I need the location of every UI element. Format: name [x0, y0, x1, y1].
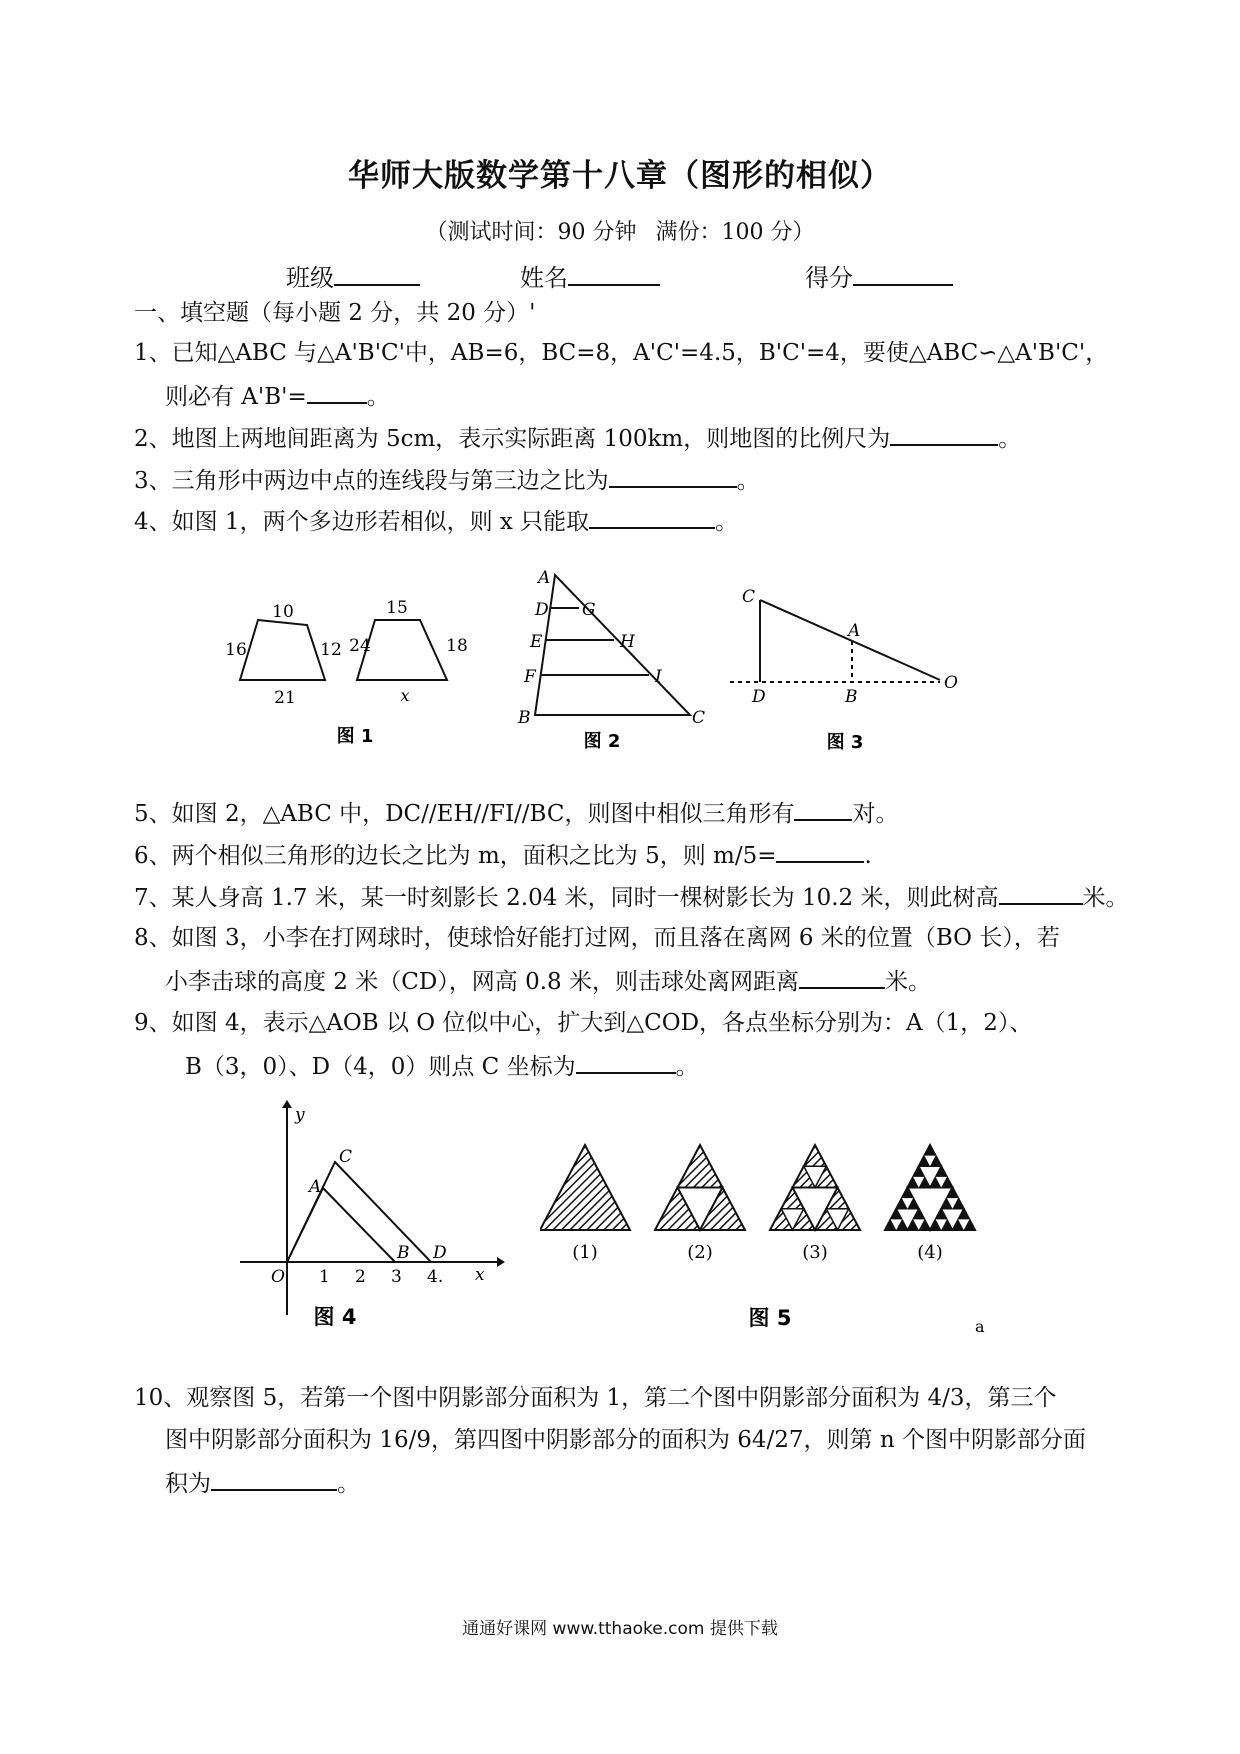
fig4-arrow-x — [497, 1257, 505, 1267]
answer-blank-3[interactable] — [609, 464, 737, 488]
score-blank[interactable] — [853, 262, 953, 286]
answer-blank-4[interactable] — [589, 505, 715, 529]
question-10-text: 积为 — [165, 1471, 211, 1497]
question-7-text: 7、某人身高 1.7 米，某一时刻影长 2.04 米，同时一棵树影长为 10.2 米，则此树高 — [134, 885, 999, 911]
fig2-point-f: F — [524, 667, 536, 687]
name-blank[interactable] — [568, 262, 660, 286]
fig4-point-o: O — [271, 1267, 285, 1287]
question-2-text: 2、地图上两地间距离为 5cm，表示实际距离 100km，则地图的比例尺为 — [134, 426, 891, 452]
question-4-text: 4、如图 1，两个多边形若相似，则 x 只能取 — [134, 509, 590, 535]
fig3-point-c: C — [742, 587, 756, 607]
figure-1-drawing — [225, 585, 515, 770]
answer-blank-2[interactable] — [890, 422, 998, 446]
section-heading: 一、填空题（每小题 2 分，共 20 分）' — [134, 300, 536, 326]
fig1-right-bottom: x — [400, 686, 410, 705]
fig3-point-o: O — [944, 673, 958, 693]
question-9-line2 — [185, 1050, 1175, 1082]
fig4-tick-3: 3 — [391, 1267, 402, 1287]
fig4-point-b: B — [397, 1243, 410, 1263]
fig4-axis-x: x — [475, 1265, 485, 1285]
fig4-axis-y: y — [295, 1105, 305, 1125]
question-9-end: 。 — [675, 1054, 699, 1080]
question-7-end: 米。 — [1082, 885, 1129, 911]
question-8-line2 — [165, 965, 1155, 997]
question-1-end: 。 — [366, 384, 390, 410]
question-2-end: 。 — [998, 426, 1022, 452]
fig2-caption: 图 2 — [583, 731, 621, 752]
question-6 — [134, 839, 1124, 871]
answer-blank-10[interactable] — [211, 1467, 337, 1491]
fig4-caption: 图 4 — [313, 1305, 357, 1329]
question-8-line1: 8、如图 3，小李在打网球时，使球恰好能打过网，而且落在离网 6 米的位置（BO 长），若 — [134, 925, 1060, 951]
question-10-line1: 10、观察图 5，若第一个图中阴影部分面积为 1，第二个图中阴影部分面积为 4/3，第三个 — [134, 1385, 1057, 1411]
question-1-text: 则必有 A'B'= — [165, 384, 307, 410]
fig3-point-a: A — [848, 621, 861, 641]
class-field — [286, 258, 420, 293]
question-3-text: 3、三角形中两边中点的连线段与第三边之比为 — [134, 468, 609, 494]
fig2-point-g: G — [582, 600, 596, 620]
question-5-text: 5、如图 2，△ABC 中，DC//EH//FI//BC，则图中相似三角形有 — [134, 801, 795, 827]
figure-4 — [235, 1100, 505, 1335]
question-6-text: 6、两个相似三角形的边长之比为 m，面积之比为 5，则 m/5= — [134, 843, 777, 869]
question-1-line2 — [165, 380, 1155, 412]
fig4-tick-1: 1 — [319, 1267, 330, 1287]
test-score: 满份：100 分） — [655, 220, 815, 245]
question-1-line1: 1、已知△ABC 与△A'B'C'中，AB=6，BC=8，A'C'=4.5，B'C'=4，要使△ABC∽△A'B'C'， — [134, 340, 1109, 366]
question-5 — [134, 797, 1124, 829]
answer-blank-6[interactable] — [776, 839, 864, 863]
fig2-point-e: E — [530, 632, 543, 652]
fig5-label-1: (1) — [572, 1242, 598, 1263]
name-field — [520, 258, 660, 293]
fig4-tick-4: 4. — [427, 1267, 444, 1287]
fig5-triangle-1 — [540, 1145, 630, 1230]
fig2-point-i: I — [655, 667, 662, 687]
fig1-left-bottom: 21 — [274, 688, 296, 708]
fig2-point-a: A — [538, 568, 551, 588]
question-3-end: 。 — [736, 468, 760, 494]
fig1-left-left: 16 — [225, 640, 247, 660]
figure-3 — [730, 580, 970, 760]
answer-blank-9[interactable] — [576, 1050, 676, 1074]
figure-2 — [510, 565, 710, 765]
fig3-point-b: B — [845, 687, 858, 707]
question-3 — [134, 464, 1124, 496]
fig3-point-d: D — [752, 687, 766, 707]
answer-blank-7[interactable] — [999, 881, 1083, 905]
footer-source: 通通好课网 www.tthaoke.com 提供下载 — [462, 1619, 778, 1639]
question-2 — [134, 422, 1124, 454]
score-field — [805, 258, 953, 293]
fig2-point-h: H — [620, 632, 635, 652]
question-9-text: B（3，0）、D（4，0）则点 C 坐标为 — [185, 1054, 576, 1080]
fig4-arrow-y — [282, 1100, 292, 1108]
question-10-line2: 图中阴影部分面积为 16/9，第四图中阴影部分的面积为 64/27，则第 n 个图中阴影部分面 — [165, 1427, 1086, 1453]
class-label: 班级 — [286, 264, 334, 292]
question-7 — [134, 881, 1129, 913]
question-10-end: 。 — [337, 1471, 360, 1497]
fig1-left-shape — [240, 620, 325, 680]
question-4-end: 。 — [715, 509, 739, 535]
fig1-right-right: 18 — [446, 636, 468, 656]
fig4-point-a: A — [309, 1177, 322, 1197]
fig5-stray-mark: a — [975, 1317, 985, 1336]
fig5-triangle-2 — [655, 1145, 745, 1230]
answer-blank-1[interactable] — [307, 380, 367, 404]
score-label: 得分 — [805, 264, 853, 292]
fig2-point-d: D — [535, 600, 549, 620]
class-blank[interactable] — [334, 262, 420, 286]
test-time: （测试时间：90 分钟 — [425, 220, 637, 245]
fig5-label-4: (4) — [917, 1242, 943, 1263]
fig1-right-left: 24 — [349, 636, 371, 656]
answer-blank-8[interactable] — [799, 965, 885, 989]
fig5-caption: 图 5 — [748, 1306, 792, 1330]
question-8-end: 米。 — [885, 969, 931, 995]
fig1-right-top: 15 — [386, 598, 408, 618]
answer-blank-5[interactable] — [794, 797, 852, 821]
fig4-point-d: D — [433, 1243, 447, 1263]
question-4 — [134, 505, 1124, 537]
fig4-tick-2: 2 — [355, 1267, 366, 1287]
fig2-point-b: B — [518, 708, 531, 728]
question-8-text: 小李击球的高度 2 米（CD），网高 0.8 米，则击球处离网距离 — [165, 969, 799, 995]
question-5-end: 对。 — [852, 801, 899, 827]
question-6-end: . — [864, 843, 872, 869]
page-title: 华师大版数学第十八章（图形的相似） — [348, 158, 892, 194]
fig1-caption: 图 1 — [336, 726, 374, 747]
fig3-caption: 图 3 — [826, 732, 864, 753]
fig2-triangle — [535, 575, 690, 715]
fig5-label-3: (3) — [802, 1242, 828, 1263]
fig5-label-2: (2) — [687, 1242, 713, 1263]
fig1-left-top: 10 — [272, 602, 294, 622]
fig5-triangle-4 — [885, 1145, 975, 1230]
test-info — [0, 215, 1240, 246]
fig1-left-right: 12 — [320, 640, 342, 660]
figure-5 — [540, 1140, 1010, 1340]
question-9-line1: 9、如图 4，表示△AOB 以 O 位似中心，扩大到△COD，各点坐标分别为：A（1，2）、 — [134, 1010, 1033, 1036]
fig4-triangle-aob — [287, 1188, 395, 1262]
fig2-point-c: C — [692, 708, 706, 728]
fig4-point-c: C — [339, 1147, 353, 1167]
name-label: 姓名 — [520, 264, 568, 292]
fig5-triangle-3 — [770, 1145, 860, 1230]
question-10-line3 — [165, 1467, 1155, 1499]
